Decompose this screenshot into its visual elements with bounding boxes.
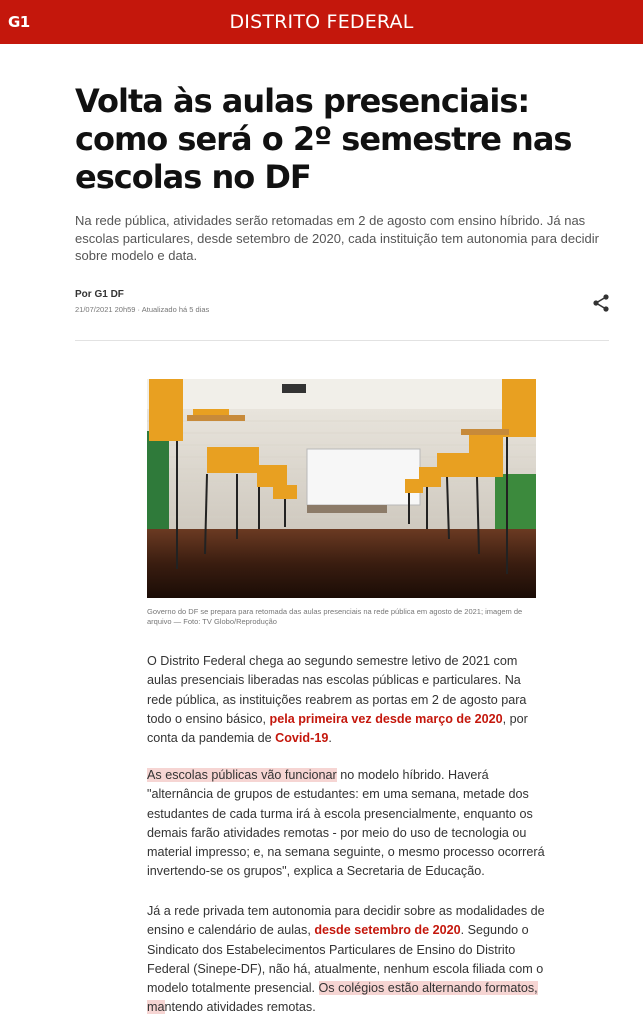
paragraph-text: .	[328, 731, 332, 746]
article-photo[interactable]	[147, 379, 536, 598]
paragraph-text: Já a rede privada tem autonomia para decidir sobre as modalidades de ensino e calendário de aulas,	[147, 904, 545, 938]
paragraph-text: no modelo híbrido. Haverá "alternância de grupos de estudantes: em uma semana, metade dos estudantes de cada turma irá à escola presencialmente, enquanto os demais farão atividades remotas - por meio do uso de tecnologia ou material impresso; e, na semana seguinte, o mesmo processo ocorrerá invertendo-se os grupos", explica a Secretaria de Educação.	[147, 768, 545, 879]
highlighted-text: Os colégios estão alternando formatos, ma	[147, 981, 538, 1015]
byline[interactable]: Por G1 DF	[75, 289, 124, 300]
paragraph-text: , por conta da pandemia de	[147, 711, 528, 746]
paragraph-2	[147, 766, 547, 882]
article-subtitle: Na rede pública, atividades serão retomadas em 2 de agosto com ensino híbrido. Já nas escolas particulares, desde setembro de 2020, cada instituição tem autonomia para decidir sobre modelo e data.	[75, 213, 599, 263]
top-bar	[0, 0, 643, 44]
paragraph-text: . Segundo o Sindicato dos Estabelecimentos Particulares de Ensino do Distrito Federal (Sinepe-DF), não há, atualmente, nenhum escola filiada com o modelo totalmente presencial.	[147, 923, 544, 996]
link-covid-19[interactable]: Covid-19	[275, 731, 329, 746]
highlighted-text: As escolas públicas vão funcionar	[147, 768, 337, 782]
paragraph-text: ntendo atividades remotas.	[164, 1000, 316, 1015]
article-title: Volta às aulas presenciais: como será o 2º semestre nas escolas no DF	[75, 82, 572, 196]
paragraph-text: O Distrito Federal chega ao segundo semestre letivo de 2021 com aulas presenciais liberadas nas escolas públicas e particulares. Na rede pública, as instituições reabrem as portas em 2 de agosto para todo o ensino básico,	[147, 654, 527, 726]
paragraph-3	[147, 902, 547, 1018]
image-caption: Governo do DF se prepara para retomada das aulas presenciais na rede pública em agosto de 2021; imagem de arquivo — Foto: TV Globo/Reprodução	[147, 607, 523, 626]
publish-date: 21/07/2021 20h59 · Atualizado há 5 dias	[75, 305, 210, 314]
share-icon[interactable]	[590, 292, 612, 314]
link-pandemia-inicio[interactable]: pela primeira vez desde março de 2020	[269, 711, 503, 726]
paragraph-1	[147, 652, 547, 748]
g1-logo[interactable]: G1	[8, 13, 30, 31]
link-setembro-2020[interactable]: desde setembro de 2020	[314, 923, 461, 938]
section-title[interactable]: DISTRITO FEDERAL	[229, 11, 414, 33]
divider	[75, 340, 609, 341]
